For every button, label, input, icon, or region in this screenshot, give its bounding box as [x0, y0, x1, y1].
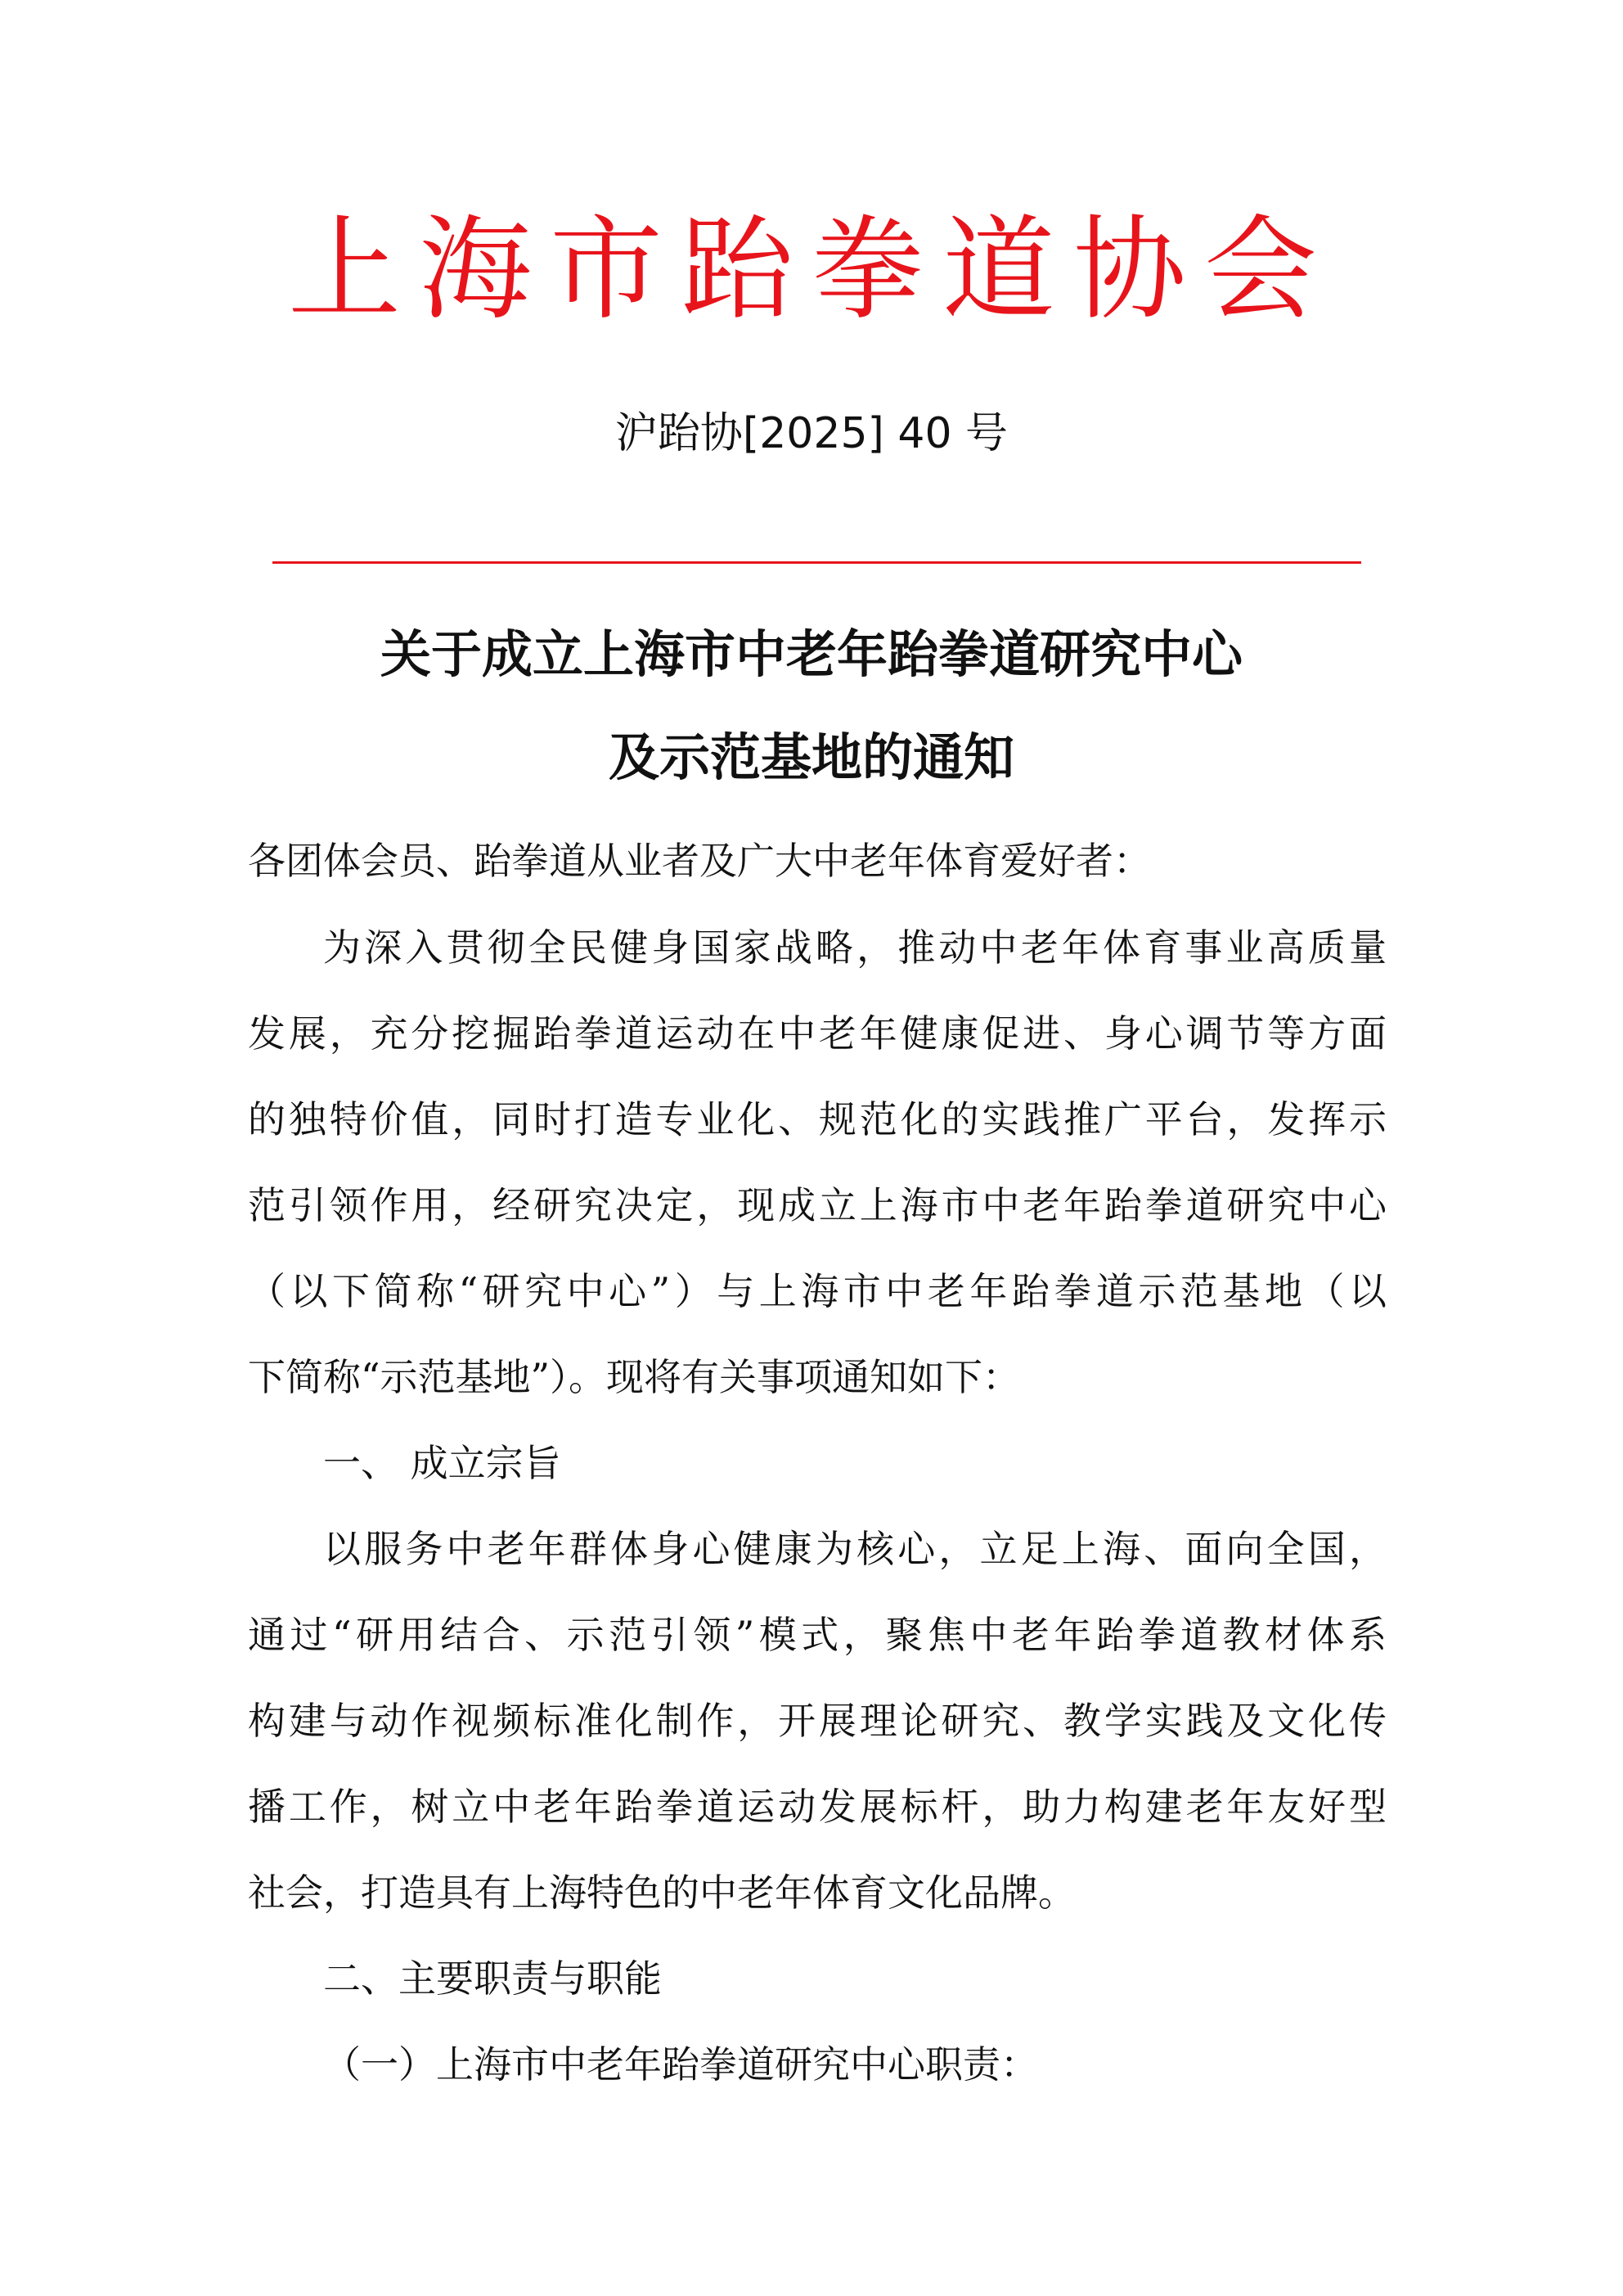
intro-line: 发展，充分挖掘跆拳道运动在中老年健康促进、身心调节等方面 — [248, 1011, 1387, 1056]
org-name-header: 上海市跆拳道协会 — [287, 204, 1335, 335]
section-paragraph-line: 社会，打造具有上海特色的中老年体育文化品牌。 — [248, 1871, 1076, 1915]
intro-line: 的独特价值，同时打造专业化、规范化的实践推广平台，发挥示 — [248, 1097, 1387, 1141]
intro-line: 为深入贯彻全民健身国家战略，推动中老年体育事业高质量 — [323, 925, 1387, 970]
salutation: 各团体会员、跆拳道从业者及广大中老年体育爱好者： — [248, 839, 1151, 883]
section-paragraph-line: 通过“研用结合、示范引领”模式，聚焦中老年跆拳道教材体系 — [248, 1613, 1387, 1657]
section-paragraph-line: 以服务中老年群体身心健康为核心，立足上海、面向全国， — [323, 1527, 1387, 1571]
document-title-line-2: 及示范基地的通知 — [608, 727, 1014, 787]
section-heading: 一、 成立宗旨 — [323, 1441, 561, 1485]
red-divider-line — [272, 561, 1361, 564]
document-title-line-1: 关于成立上海市中老年跆拳道研究中心 — [380, 624, 1243, 684]
intro-line: （以下简称“研究中心”）与上海市中老年跆拳道示范基地（以 — [248, 1269, 1387, 1313]
section-heading: 二、主要职责与职能 — [323, 1956, 662, 2001]
intro-line: 下简称“示范基地”）。现将有关事项通知如下： — [248, 1355, 1021, 1399]
document-number: 沪跆协[2025] 40 号 — [614, 409, 1009, 458]
intro-line: 范引领作用，经研究决定，现成立上海市中老年跆拳道研究中心 — [248, 1183, 1387, 1227]
section-paragraph-line: 构建与动作视频标准化制作，开展理论研究、教学实践及文化传 — [248, 1699, 1387, 1743]
subsection-heading: （一）上海市中老年跆拳道研究中心职责： — [323, 2042, 1038, 2087]
section-paragraph-line: 播工作，树立中老年跆拳道运动发展标杆，助力构建老年友好型 — [248, 1785, 1387, 1829]
